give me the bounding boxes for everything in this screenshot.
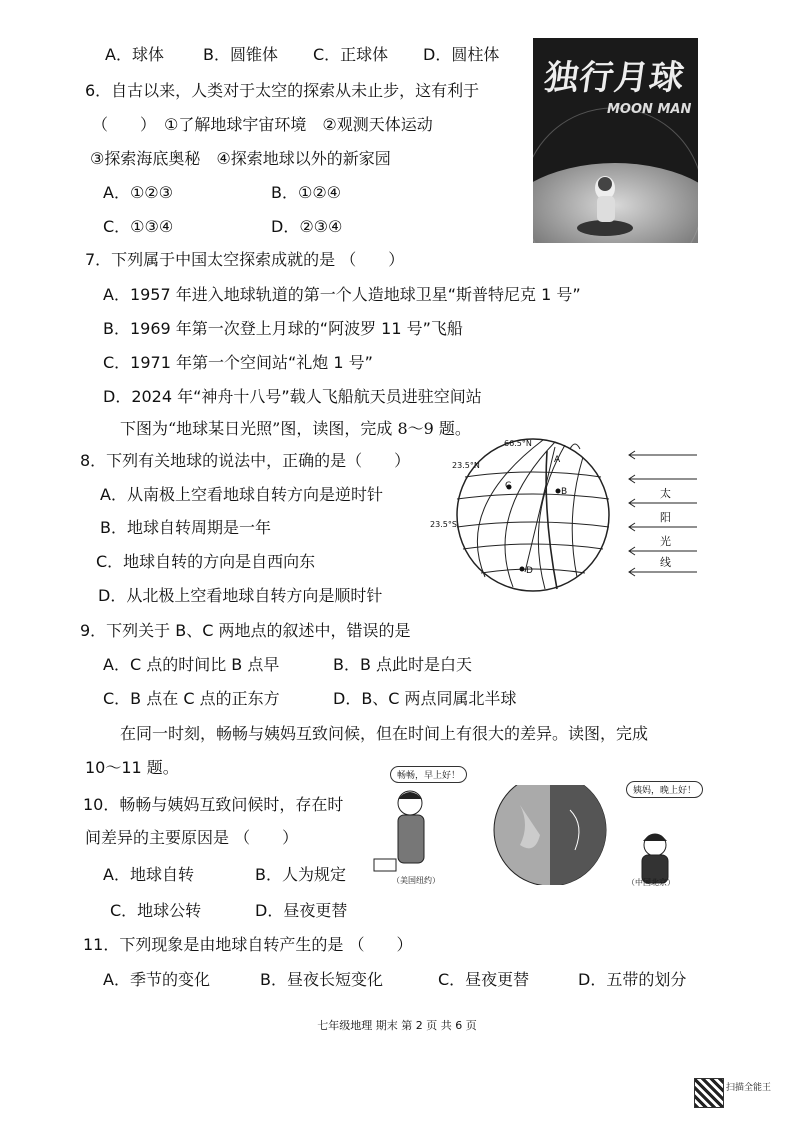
left-caption: （美国纽约） [392,876,440,885]
q11-option-d: D．五带的划分 [578,970,687,989]
point-b-dot [556,489,561,494]
moon-man-poster [533,38,698,243]
sun-label-4: 线 [660,556,671,569]
q6-line2: （ ） ①了解地球宇宙环境 ②观测天体运动 [92,115,433,134]
q6-option-c: C．①③④ [103,217,174,236]
q7-option-a: A．1957 年进入地球轨道的第一个人造地球卫星“斯普特尼克 1 号” [103,285,581,304]
intro-10-11-line1: 在同一时刻，畅畅与姨妈互致问候，但在时间上有很大的差异。读图，完成 [120,724,649,743]
left-speech-bubble: 畅畅，早上好！ [390,766,467,783]
lat-label-23-5s: 23.5°S [430,520,457,529]
point-a-label: A [554,455,561,465]
point-b-label: B [561,487,568,497]
q8-option-d: D．从北极上空看地球自转方向是顺时针 [98,586,383,605]
qr-code-icon [694,1078,724,1108]
right-speech-bubble: 姨妈，晚上好！ [626,781,703,798]
lat-label-66-5n: 66.5°N [504,439,532,448]
scanner-watermark: 扫描全能王 [726,1083,772,1093]
q10-option-c: C．地球公转 [110,901,202,920]
q9-stem: 9．下列关于 B、C 两地点的叙述中，错误的是 [80,621,411,640]
q6-option-a: A．①②③ [103,183,173,202]
q11-option-a: A．季节的变化 [103,970,210,989]
q9-option-d: D．B、C 两点同属北半球 [333,689,517,708]
sun-label-3: 光 [660,535,671,548]
point-d-dot [520,567,525,572]
q5-option-c: C．正球体 [313,45,389,64]
q8-option-a: A．从南极上空看地球自转方向是逆时针 [100,485,383,504]
q6-line3: ③探索海底奥秘 ④探索地球以外的新家园 [90,149,391,168]
q6-stem: 6．自古以来，人类对于太空的探索从未止步，这有利于 [85,81,480,100]
lat-label-23-5n: 23.5°N [452,461,480,470]
page-footer: 七年级地理 期末 第 2 页 共 6 页 [317,1019,477,1032]
poster-title: 独行月球 [541,58,688,98]
q10-stem-line1: 10．畅畅与姨妈互致问候时，存在时 [83,795,344,814]
q7-option-d: D．2024 年“神舟十八号”载人飞船航天员进驻空间站 [103,387,482,406]
q8-option-b: B．地球自转周期是一年 [100,518,271,537]
intro-10-11-line2: 10～11 题。 [85,758,179,777]
q9-option-b: B．B 点此时是白天 [333,655,473,674]
time-difference-cartoon [370,785,700,885]
q10-option-b: B．人为规定 [255,865,346,884]
point-c-label: C [505,481,512,491]
q8-stem: 8．下列有关地球的说法中，正确的是（ ） [80,451,411,470]
q11-stem: 11．下列现象是由地球自转产生的是 （ ） [83,935,413,954]
q5-option-b: B．圆锥体 [203,45,278,64]
poster-subtitle: MOON MAN [607,102,692,117]
q8-option-c: C．地球自转的方向是自西向东 [96,552,316,571]
q7-stem: 7．下列属于中国太空探索成就的是 （ ） [85,250,405,269]
q7-option-c: C．1971 年第一个空间站“礼炮 1 号” [103,353,373,372]
q5-option-d: D．圆柱体 [423,45,500,64]
sun-label-2: 阳 [660,511,671,524]
q7-option-b: B．1969 年第一次登上月球的“阿波罗 11 号”飞船 [103,319,463,338]
q5-option-a: A．球体 [105,45,164,64]
q10-option-d: D．昼夜更替 [255,901,348,920]
point-d-label: D [526,566,533,576]
q11-option-b: B．昼夜长短变化 [260,970,383,989]
q9-option-a: A．C 点的时间比 B 点早 [103,655,280,674]
intro-8-9: 下图为“地球某日光照”图，读图，完成 8～9 题。 [120,419,471,438]
q11-option-c: C．昼夜更替 [438,970,530,989]
sun-label-1: 太 [660,487,671,500]
q9-option-c: C．B 点在 C 点的正东方 [103,689,280,708]
q6-option-b: B．①②④ [271,183,342,202]
q10-option-a: A．地球自转 [103,865,194,884]
q6-option-d: D．②③④ [271,217,343,236]
q10-stem-line2: 间差异的主要原因是 （ ） [85,828,299,847]
right-caption: （中国北京） [627,878,675,887]
